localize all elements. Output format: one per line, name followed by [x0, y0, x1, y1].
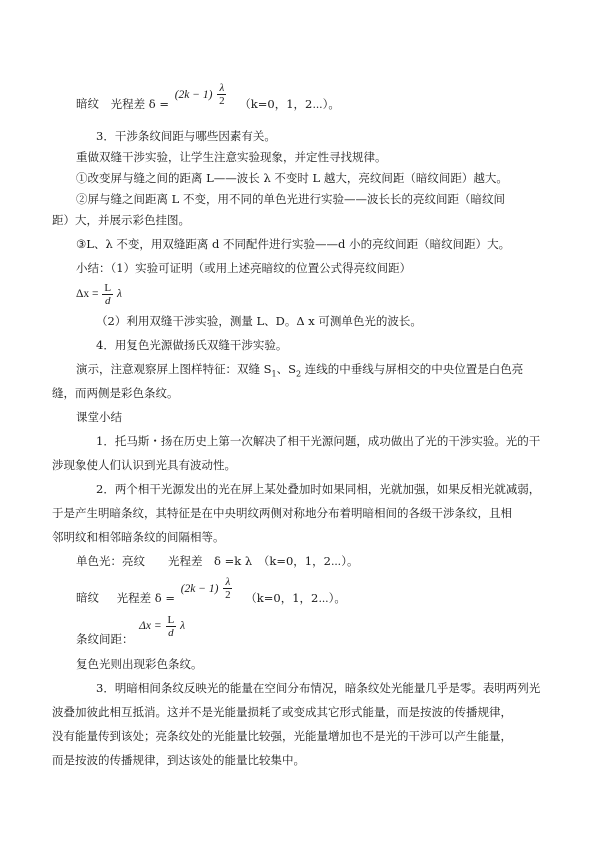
summary-point-3-line-2: 波叠加彼此相互抵消。这并不是光能量损耗了或变成其它形式能量，而是按波的传播规律， [52, 705, 512, 719]
item-4: 4．用复色光源做扬氏双缝干涉实验。 [96, 338, 288, 352]
summary-point-3-line-1: 3．明暗相间条纹反映光的能量在空间分布情况，暗条纹处光能量几乎是零。表明两列光 [96, 681, 541, 695]
summary-point-3-line-4: 而是按波的传播规律，到达该处的能量比较集中。 [52, 753, 305, 767]
summary-point-3-line-3: 没有能量传到该处；亮条纹处的光能量比较强，光能量增加也不是光的干涉可以产生能量， [52, 729, 512, 743]
summary-2: （2）利用双缝干涉实验，测量 L、D。Δ x 可测单色光的波长。 [96, 314, 422, 328]
demo-line-1: 演示，注意观察屏上图样特征：双缝 $S_1$、$S_2$ 连线的中垂线与屏相交的中央位置是白色亮 [76, 362, 524, 379]
summary-point-1-line-2: 涉现象使人们认识到光具有波动性。 [52, 458, 236, 472]
l-over-d: $\frac{L}{d}$ [104, 282, 112, 307]
formula-prefix: (2k − 1) [180, 582, 219, 595]
redo-experiment-line: 重做双缝干涉实验，让学生注意实验现象，并定性寻找规律。 [76, 150, 387, 164]
spacing-label: 条纹间距： [76, 632, 134, 647]
path-difference-label: 光程差 δ = [116, 590, 176, 605]
dark-fringe-label: 暗纹 [76, 590, 99, 605]
observation-2-line-2: 距）大，并展示彩色挂图。 [52, 213, 190, 227]
monochrome-bright-fringe: 单色光：亮纹 光程差 δ =k λ （k=0，1，2⋯）。 [76, 554, 359, 568]
demo-line-2: 缝，而两侧是彩色条纹。 [52, 386, 179, 400]
summary-1: 小结：（1）实验可证明（或用上述亮暗纹的位置公式得亮纹间距） [76, 261, 412, 275]
k-range: （k=0，1，2⋯）。 [245, 590, 346, 605]
l-over-d: $\frac{L}{d}$ [167, 614, 175, 639]
summary-point-1-line-1: 1．托马斯・扬在历史上第一次解决了相干光源问题，成功做出了光的干涉实验。光的干 [96, 434, 541, 448]
dark-fringe-label: 暗纹 [76, 96, 99, 111]
k-range: （k=0，1，2⋯）。 [239, 96, 340, 111]
dark-fringe-formula-1 [76, 82, 340, 117]
fringe-spacing-formula-2: 条纹间距： Δx = $\frac{L}{d}$ λ [76, 614, 186, 647]
formula-prefix: (2k − 1) [174, 88, 213, 101]
class-summary-heading: 课堂小结 [76, 410, 122, 424]
observation-1: ①改变屏与缝之间的距离 L——波长 λ 不变时 L 越大，亮纹间距（暗纹间距）越大。 [76, 171, 508, 185]
item-3-title: 3．干涉条纹间距与哪些因素有关。 [96, 129, 276, 143]
dark-fringe-formula-2 [76, 576, 346, 611]
observation-2-line-1: ②屏与缝之间距离 L 不变，用不同的单色光进行实验——波长长的亮纹间距（暗纹间 [76, 192, 505, 206]
observation-3: ③L、λ 不变，用双缝距离 d 不同配件进行实验——d 小的亮纹间距（暗纹间距）大。 [76, 237, 511, 251]
lambda-over-two: $\frac{\lambda}{2}$ [225, 576, 231, 601]
path-difference-label: 光程差 δ = [110, 96, 170, 111]
complex-light-line: 复色光则出现彩色条纹。 [76, 657, 203, 671]
lambda-over-two: $\frac{\lambda}{2}$ [219, 82, 225, 107]
summary-point-2-line-1: 2．两个相干光源发出的光在屏上某处叠加时如果同相，光就加强，如果反相光就减弱， [96, 482, 541, 496]
summary-point-2-line-3: 邻明纹和相邻暗条纹的间隔相等。 [52, 530, 225, 544]
summary-point-2-line-2: 于是产生明暗条纹，其特征是在中央明纹两侧对称地分布着明暗相间的各级干涉条纹，且相 [52, 506, 512, 520]
fringe-spacing-formula-1: Δx = $\frac{L}{d}$ λ [76, 282, 122, 307]
